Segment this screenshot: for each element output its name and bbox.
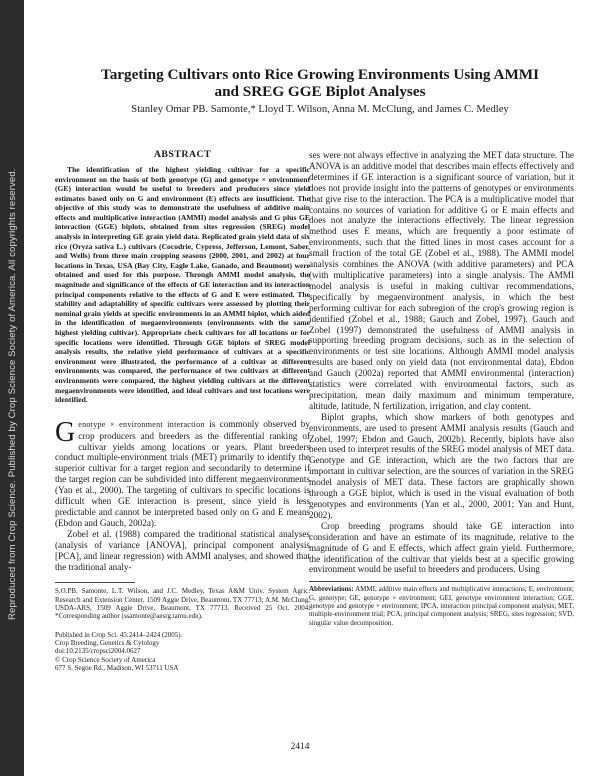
copyright-notice: Reproduced from Crop Science. Published by Crop Science Society of America. All copyrights reserved.: [7, 168, 18, 620]
intro-paragraph-1: [55, 416, 310, 529]
footnote-divider: [55, 582, 135, 583]
abbreviations-label: Abbreviations:: [309, 585, 354, 594]
pubinfo-line: Crop Breeding, Genetics & Cytology: [55, 638, 160, 647]
body-paragraph: Biplot graphs, which show markers of both genotypes and environments, are used to present AMMI analysis results (Gauch and Zobel, 1997; Ebdon and Gauch, 2002b). Recently, biplots have also been used to interpret results of the SREG model analysis of MET data. Genotype and GE interaction, which are the two factors that are important in cultivar selection, are the sources of variation in the SREG model analysis of MET data. These factors are graphically shown through a GGE biplot, which is used in the visual evaluation of both genotypes and environments (Yan et al., 2000, 2001; Yan and Hunt, 2002).: [309, 411, 574, 520]
intro-paragraph-2: Zobel et al. (1988) compared the traditional statistical analyses (analysis of variance [ANOVA], principal component analysis [PCA], and linear regression) with AMMI analyses, and showed that the traditional analy-: [55, 528, 310, 572]
pubinfo-line: Published in Crop Sci. 45:2414–2424 (2005).: [55, 630, 183, 639]
abbreviations-box: [309, 581, 574, 626]
right-column: [309, 150, 574, 627]
abbreviations-text: [309, 585, 574, 626]
pubinfo-line: doi:10.2135/cropsci2004.0627: [55, 647, 141, 656]
body-paragraph: Crop breeding programs should take GE interaction into consideration and have an estimate of its magnitude, relative to the magnitude of G and E effects, which affect grain yield. Furthermore, the identification of the cultivar that yields best at a specific growing environment would be useful to breeders and producers. Using: [309, 520, 574, 575]
publication-info: [55, 631, 310, 672]
drop-cap: G: [55, 416, 76, 448]
abbreviations-list: AMMI, additive main effects and multiplicative interactions; E, environment; G, genotype; GE, genotype × environment; GEI, genotype environment interaction; GGE, genotype and genotype × environment; IPCA, interaction principal component analysis; MET, multiple-environment trial; PCA, principal component analysis; SREG, sites regression; SVD, singular value decomposition.: [309, 585, 574, 627]
smallcaps-lead: enotype × environment interaction: [78, 419, 205, 429]
body-paragraph: ses were not always effective in analyzing the MET data structure. The ANOVA is an additive model that describes main effects effectively and determines if GE interaction is a significant source of variation, but it does not provide insight into the patterns of genotypes or environments that give rise to the interaction. The PCA is a multiplicative model that contains no sources of variation for additive G or E main effects and does not analyze the interactions effectively. The linear regression method uses E means, which are frequently a poor estimate of environments, such that the fitted lines in most cases account for a small fraction of the total GE (Zobel et al., 1988). The AMMI model analysis combines the ANOVA (with additive parameters) and PCA (with multiplicative parameters) into a single analysis. The AMMI model analysis is useful in making cultivar recommendations, specifically by megaenvironment analysis, in which the best performing cultivar for each subregion of the crop's growing region is identified (Zobel et al., 1988; Gauch and Zobel, 1997). Gauch and Zobel (1997) demonstrated the usefulness of AMMI analysis in supporting breeding program decisions, such as in the selection of environments or test site locations. Although AMMI model analysis results are based only on yield data (not environmental data), Ebdon and Gauch (2002a) reported that AMMI environmental (interaction) statistics were correlated with environmental factors, such as precipitation, mean daily maximum and minimum temperature, altitude, latitude, N fertilization, irrigation, and clay content.: [309, 150, 574, 411]
abstract: [55, 150, 310, 405]
article-title: Targeting Cultivars onto Rice Growing Environments Using AMMI and SREG GGE Biplot Analyses: [100, 66, 540, 100]
author-list: Stanley Omar PB. Samonte,* Lloyd T. Wilson, Anna M. McClung, and James C. Medley: [131, 104, 509, 115]
page-number: 2414: [290, 742, 310, 752]
introduction: [55, 416, 310, 573]
author-affiliations: [55, 587, 310, 620]
pubinfo-line: © Crop Science Society of America: [55, 655, 156, 664]
abstract-text: The identification of the highest yielding cultivar for a specific environment on the basis of both genotype (G) and genotype × environment (GE) interaction would be useful to breeders and producers since yield estimates based only on G and environment (E) effects are insufficient. The objective of this study was to demonstrate the usefulness of additive main effects and multiplicative interaction (AMMI) model analysis and G plus GE interaction (GGE) biplots, obtained from sites regression (SREG) model analysis in interpreting GE grain yield data. Replicated grain yield data of six rice (Oryza sativa L.) cultivars (Cocodrie, Cypress, Jefferson, Lemont, Saber, and Wells) from three main cropping seasons (2000, 2001, and 2002) at four locations in Texas, USA (Bay City, Eagle Lake, Ganado, and Beaumont) were obtained and used for this purpose. Through AMMI model analysis, the magnitude and significance of the effects of GE interaction and its interaction principal components relative to the effects of G and E were estimated. The stability and adaptability of specific cultivars were assessed by plotting their nominal grain yields at specific environments in an AMMI biplot, which aided in the identification of megaenvironments (environments with the same highest yielding cultivar). Appropriate check cultivars for all locations or for specific locations were identified. Through GGE biplots of SREG model analysis results, the relative yield performance of cultivars at a specific environment were illustrated, the performance of a cultivar at different environments was compared, the performance of two cultivars at different environments were compared, the highest yielding cultivars at the different megaenvironments were identified, and ideal cultivars and test locations were identified.: [55, 164, 310, 405]
left-column: [55, 150, 310, 672]
abstract-heading: ABSTRACT: [153, 149, 212, 160]
copyright-sidebar: [0, 0, 24, 776]
pubinfo-line: 677 S. Segoe Rd., Madison, WI 53711 USA: [55, 663, 179, 672]
intro-paragraph-1-text: is commonly observed by crop producers and breeders as the differential ranking of cultivar yields among locations or years. Plant breeders conduct multiple-environment trials (MET) primarily to identify the superior cultivar for a target region and secondarily to determine if the target region can be subdivided into different megaenvironments (Yan et al., 2000). The targeting of cultivars to specific locations is difficult when GE interaction is present, since yield is less predictable and cannot be interpreted based only on G and E means (Ebdon and Gauch, 2002a).: [55, 418, 310, 528]
affiliation-text: S.O.PB. Samonte, L.T. Wilson, and J.C. Medley, Texas A&M Univ. System Agric. Research and Extension Center, 1509 Aggie Drive, Beaumont, TX 77713; A.M. McClung, USDA-ARS, 1509 Aggie Drive, Beaumont, TX 77713. Received 25 Oct. 2004. *Corresponding author (ssamonte@aesrg.tamu.edu).: [55, 587, 310, 621]
